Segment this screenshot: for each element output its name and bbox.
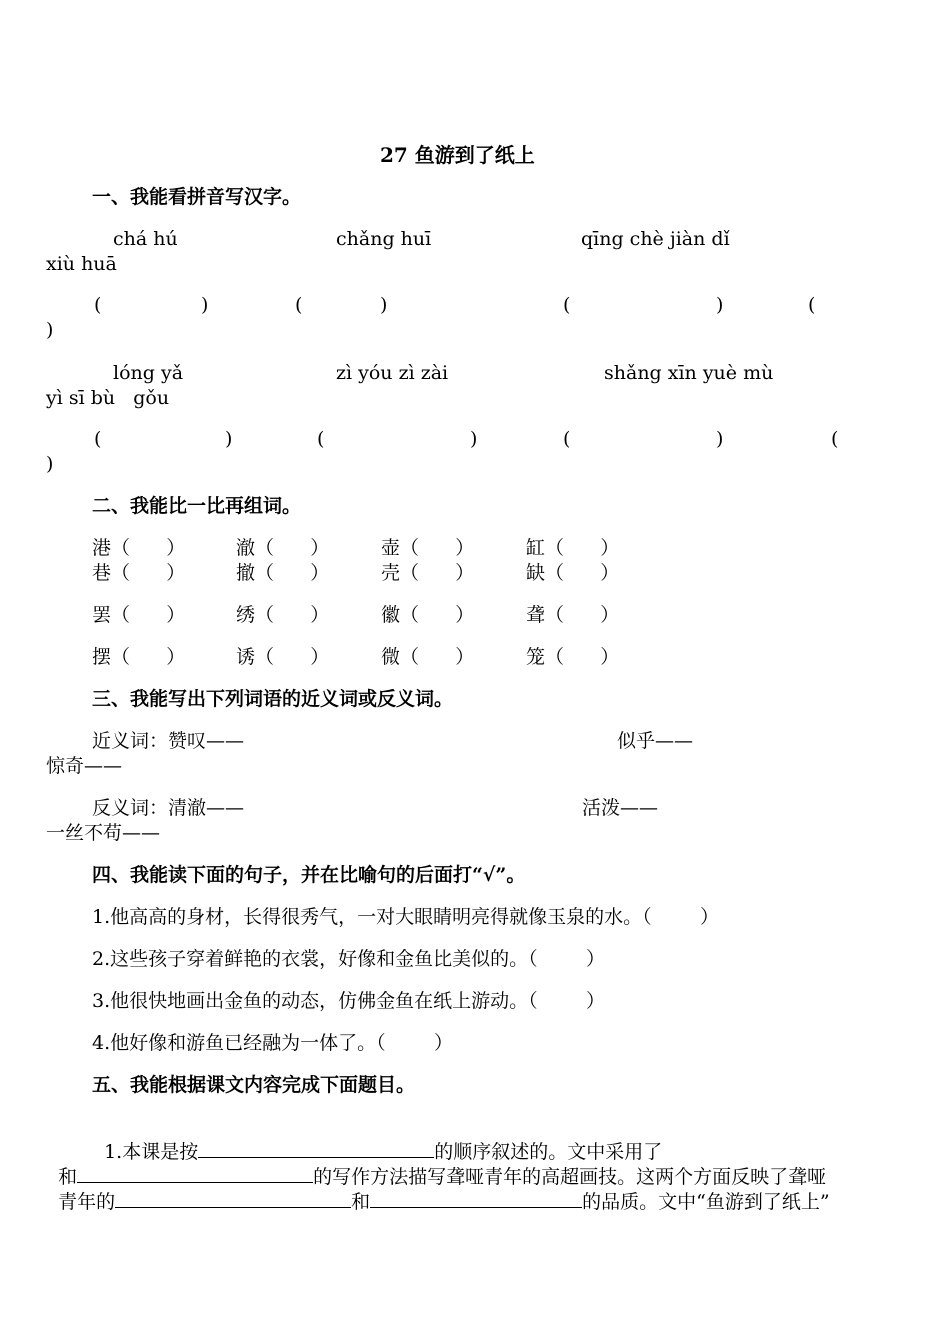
- fill-text: 和: [351, 1191, 371, 1213]
- sentence-item[interactable]: 2.这些孩子穿着鲜艳的衣裳，好像和金鱼比美似的。（ ）: [92, 948, 605, 970]
- paren-close: ): [380, 294, 388, 316]
- section-2-heading: 二、我能比一比再组词。: [92, 495, 302, 517]
- section-3-heading: 三、我能写出下列词语的近义词或反义词。: [92, 688, 454, 710]
- section-5-heading: 五、我能根据课文内容完成下面题目。: [92, 1074, 416, 1096]
- paren-open: (: [808, 294, 816, 316]
- word-item[interactable]: 摆（ ）: [92, 646, 186, 668]
- paren-open: (: [295, 294, 303, 316]
- word-item[interactable]: 撤（ ）: [236, 562, 330, 584]
- paren-close: ): [470, 428, 478, 450]
- word-item[interactable]: 巷（ ）: [92, 562, 186, 584]
- synonym-item[interactable]: 惊奇——: [46, 755, 123, 777]
- word-item[interactable]: 微（ ）: [381, 646, 475, 668]
- page-title: 27 鱼游到了纸上: [380, 143, 535, 167]
- fill-text: 的写作方法描写聋哑青年的高超画技。这两个方面反映了聋哑: [313, 1166, 827, 1188]
- fill-blank[interactable]: [115, 1189, 351, 1208]
- pinyin-3: qīng chè jiàn dǐ: [581, 228, 730, 250]
- word-item[interactable]: 缸（ ）: [526, 537, 620, 559]
- word-item[interactable]: 诱（ ）: [236, 646, 330, 668]
- synonym-item[interactable]: 似乎——: [617, 730, 694, 752]
- paren-open: (: [563, 294, 571, 316]
- fill-line-3: [46, 1165, 830, 1214]
- paren-open: (: [831, 428, 839, 450]
- word-item[interactable]: 澈（ ）: [236, 537, 330, 559]
- pinyin-5: lóng yǎ: [113, 362, 184, 384]
- word-item[interactable]: 壶（ ）: [381, 537, 475, 559]
- pinyin-2: chǎng huī: [336, 228, 432, 250]
- fill-text: 的顺序叙述的。文中采用了: [434, 1141, 663, 1163]
- fill-text: 1.本课是按: [104, 1141, 199, 1163]
- word-item[interactable]: 笼（ ）: [526, 646, 620, 668]
- word-item[interactable]: 缺（ ）: [526, 562, 620, 584]
- word-item[interactable]: 港（ ）: [92, 537, 186, 559]
- fill-text: 的品质。文中“鱼游到了纸上”: [582, 1191, 830, 1213]
- word-item[interactable]: 绣（ ）: [236, 604, 330, 626]
- paren-open: (: [94, 294, 102, 316]
- sentence-item[interactable]: 4.他好像和游鱼已经融为一体了。（ ）: [92, 1032, 453, 1054]
- pinyin-4: xiù huā: [46, 253, 117, 275]
- section-1-heading: 一、我能看拼音写汉字。: [92, 186, 302, 208]
- sentence-item[interactable]: 3.他很快地画出金鱼的动态，仿佛金鱼在纸上游动。（ ）: [92, 990, 605, 1012]
- sentence-item[interactable]: 1.他高高的身材，长得很秀气，一对大眼睛明亮得就像玉泉的水。（ ）: [92, 906, 719, 928]
- pinyin-7: shǎng xīn yuè mù: [604, 362, 774, 384]
- section-4-heading: 四、我能读下面的句子，并在比喻句的后面打“√”。: [92, 864, 526, 886]
- synonym-label[interactable]: 近义词：赞叹——: [92, 730, 245, 752]
- paren-close: ): [716, 428, 724, 450]
- word-item[interactable]: 聋（ ）: [526, 604, 620, 626]
- paren-close: ): [225, 428, 233, 450]
- pinyin-1: chá hú: [113, 228, 178, 250]
- paren-open: (: [317, 428, 325, 450]
- word-item[interactable]: 壳（ ）: [381, 562, 475, 584]
- pinyin-8: yì sī bù gǒu: [46, 387, 170, 409]
- paren-close: ): [716, 294, 724, 316]
- antonym-label[interactable]: 反义词：清澈——: [92, 797, 245, 819]
- fill-blank[interactable]: [370, 1189, 582, 1208]
- paren-open: (: [94, 428, 102, 450]
- paren-close: ): [201, 294, 209, 316]
- paren-open: (: [563, 428, 571, 450]
- word-item[interactable]: 徽（ ）: [381, 604, 475, 626]
- paren-close: ): [46, 319, 54, 341]
- pinyin-6: zì yóu zì zài: [336, 362, 449, 384]
- antonym-item[interactable]: 一丝不苟——: [46, 822, 161, 844]
- word-item[interactable]: 罢（ ）: [92, 604, 186, 626]
- paren-close: ): [46, 453, 54, 475]
- fill-text: 青年的: [58, 1191, 116, 1213]
- fill-text: 和: [58, 1166, 78, 1188]
- antonym-item[interactable]: 活泼——: [582, 797, 659, 819]
